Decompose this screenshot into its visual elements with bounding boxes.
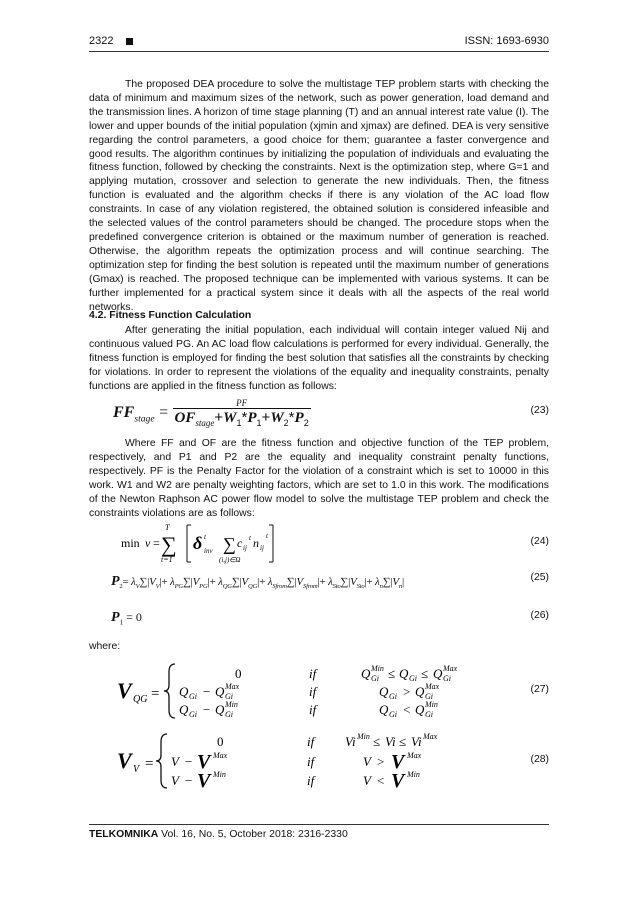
- svg-text:inv: inv: [204, 547, 213, 555]
- svg-text:≤: ≤: [421, 666, 429, 681]
- svg-text:t: t: [249, 534, 251, 542]
- svg-text:Gi: Gi: [225, 692, 233, 701]
- equation-24-math: [119, 520, 319, 566]
- svg-text:n: n: [253, 536, 259, 550]
- equation-26-math: $P_1 = 0$: [111, 610, 142, 627]
- svg-text:Q: Q: [215, 684, 225, 699]
- header-rule: [89, 51, 549, 52]
- svg-text:min: min: [121, 536, 140, 550]
- svg-text:>: >: [403, 684, 411, 699]
- svg-text:Max: Max: [225, 682, 240, 691]
- svg-text:V: V: [171, 754, 179, 769]
- svg-text:0: 0: [235, 666, 242, 681]
- equation-25-math: $P_2= \lambda_V\sum|V_V|+ \lambda_{PG}\sum|V_{PG}|+ \lambda_{QG}\sum|V_{QG}|+ \lambda_{Sfrom}\sum|V_{Sfrom}|+ \lambda_{Sto}\sum|V_{Sto}|+ \lambda_n\sum|V_n|$: [111, 574, 405, 591]
- svg-text:V: V: [363, 754, 371, 769]
- square-bullet-icon: [126, 38, 133, 45]
- paragraph-fitness-function: After generating the initial population, each individual will contain integer valued Nij and continuous valued PG. An AC load flow calculations is performed for every individual. Generally, the fitness function is employed for finding the best solution that satisfies all the constraints by checking for violations. In order to represent the violations of the equality and inequality constraints, penalty functions are applied in the fitness function as follows:: [89, 325, 549, 392]
- svg-text:if: if: [309, 666, 317, 681]
- svg-text:Gi: Gi: [389, 710, 397, 719]
- svg-text:−: −: [203, 702, 211, 717]
- svg-text:Max: Max: [407, 751, 422, 760]
- footer-rule: [89, 824, 549, 825]
- svg-text:(i,j)∈Ω: (i,j)∈Ω: [219, 556, 241, 564]
- svg-text:0: 0: [217, 734, 224, 749]
- svg-text:if: if: [309, 702, 317, 717]
- svg-text:t=1: t=1: [161, 555, 173, 564]
- svg-text:∑: ∑: [223, 534, 236, 554]
- svg-text:Max: Max: [213, 751, 228, 760]
- equation-26: [89, 610, 549, 630]
- svg-text:Gi: Gi: [389, 692, 397, 701]
- svg-text:ij: ij: [260, 544, 264, 552]
- svg-text:V: V: [171, 773, 179, 788]
- svg-text:Gi: Gi: [189, 710, 197, 719]
- equation-number-23: (23): [530, 405, 549, 416]
- svg-text:V: V: [391, 770, 405, 792]
- svg-text:c: c: [237, 536, 243, 550]
- svg-text:>: >: [377, 754, 385, 769]
- svg-text:=: =: [153, 536, 160, 550]
- equation-25: [89, 572, 549, 594]
- section-heading: 4.2. Fitness Function Calculation: [89, 310, 252, 321]
- svg-text:if: if: [307, 773, 315, 788]
- paragraph-penalty: Where FF and OF are the fitness function and objective function of the TEP problem, respectively, and P1 and P2 are the equality and inequality constraint penalty functions, respectively. PF is the Penalty Factor for the violation of a constraint which is set to 10000 in this work. W1 and W2 are penalty weighting factors, which are set to 1.0 in this work. The modifications of the Newton Raphson AC power flow model to solve the multistage TEP problem and check the constraints violations are as follows:: [89, 438, 549, 519]
- svg-text:=: =: [145, 756, 154, 772]
- svg-text:Q: Q: [399, 666, 409, 681]
- equation-28-math: [117, 730, 517, 792]
- svg-text:Gi: Gi: [189, 692, 197, 701]
- svg-text:Q: Q: [433, 666, 443, 681]
- svg-text:−: −: [185, 773, 193, 788]
- svg-text:V: V: [117, 748, 132, 773]
- svg-text:Min: Min: [213, 770, 226, 779]
- svg-text:Min: Min: [357, 732, 370, 741]
- svg-text:∑: ∑: [161, 532, 177, 557]
- svg-text:Q: Q: [415, 702, 425, 717]
- svg-text:Q: Q: [379, 684, 389, 699]
- equation-27-math: [117, 660, 517, 722]
- svg-text:Q: Q: [215, 702, 225, 717]
- svg-text:QG: QG: [133, 694, 148, 705]
- svg-text:V: V: [133, 764, 140, 775]
- svg-text:Gi: Gi: [425, 710, 433, 719]
- svg-text:Q: Q: [361, 666, 371, 681]
- svg-text:Max: Max: [423, 732, 438, 741]
- svg-text:≤: ≤: [388, 666, 396, 681]
- svg-text:if: if: [307, 754, 315, 769]
- svg-text:Q: Q: [415, 684, 425, 699]
- svg-text:−: −: [185, 754, 193, 769]
- svg-text:ij: ij: [243, 544, 247, 552]
- journal-citation: Vol. 16, No. 5, October 2018: 2316-2330: [161, 829, 348, 840]
- svg-text:Q: Q: [379, 702, 389, 717]
- svg-text:V: V: [117, 678, 132, 703]
- svg-text:≤: ≤: [399, 734, 407, 749]
- svg-text:Gi: Gi: [225, 710, 233, 719]
- svg-text:Min: Min: [407, 770, 420, 779]
- svg-text:V: V: [197, 751, 211, 773]
- svg-text:Max: Max: [443, 664, 458, 673]
- page-number: 2322: [89, 35, 114, 47]
- equation-24: [89, 520, 549, 566]
- svg-text:<: <: [377, 773, 385, 788]
- equation-28: [89, 730, 549, 792]
- svg-text:Vi: Vi: [385, 734, 396, 749]
- paragraph-dea-procedure: The proposed DEA procedure to solve the multistage TEP problem starts with checking the data of minimum and maximum sizes of the network, such as power generation, load demand and the transmission lines. A horizon of time stage planning (T) and an annual interest rate value (I). The lower and upper bounds of the initial population (xjmin and xjmax) are defined. DEA is very sensitive regarding the control parameters, a good choice for them; guarantee a faster convergence and good results. The algorithm continues by initializing the population of individuals and evaluating the fitness function, followed by checking the constraints. Next is the optimization step, where G=1 and applying mutation, crossover and selection to generate the new individuals. Then, the fitness function is evaluated and the algorithm checks if there is any violation of the AC load flow constraints. In case of any violation registered, the obtained solution is considered infeasible and the selected values of the control parameters should be changed. The procedure stops when the predefined convergence criterion is obtained or the maximum number of generation is reached. Otherwise, the algorithm repeats the optimization process and will continue searching. The optimization step for finding the best solution is repeated until the maximum number of generations (Gmax) is reached. The proposed technique can be implemented with various systems. It can be further implemented for a practical system since it deals with all the aspects of the real world networks.: [89, 79, 549, 313]
- svg-text:Q: Q: [179, 684, 189, 699]
- svg-text:=: =: [151, 686, 160, 702]
- svg-text:Vi: Vi: [411, 734, 422, 749]
- svg-text:if: if: [307, 734, 315, 749]
- svg-text:T: T: [165, 523, 170, 532]
- equation-23: $FF_{stage}$ = $\frac{PF}{OF_{stage}+W_1*P_1+W_2*P_2}$ (23): [113, 398, 549, 428]
- journal-name: TELKOMNIKA: [89, 829, 159, 840]
- svg-text:Gi: Gi: [443, 674, 451, 683]
- equation-27: [89, 660, 549, 722]
- equation-number-24: (24): [530, 536, 549, 547]
- page-header: [89, 35, 549, 51]
- svg-text:Vi: Vi: [345, 734, 356, 749]
- svg-text:Min: Min: [225, 700, 238, 709]
- svg-text:Gi: Gi: [425, 692, 433, 701]
- svg-text:Min: Min: [371, 664, 384, 673]
- svg-text:V: V: [391, 751, 405, 773]
- svg-text:if: if: [309, 684, 317, 699]
- issn-label: ISSN: 1693-6930: [464, 35, 549, 47]
- equation-number-27: (27): [530, 684, 549, 695]
- svg-text:Gi: Gi: [409, 674, 417, 683]
- where-label: where:: [89, 641, 121, 652]
- svg-text:V: V: [197, 770, 211, 792]
- svg-text:V: V: [363, 773, 371, 788]
- page-footer: [89, 829, 348, 840]
- svg-text:Q: Q: [179, 702, 189, 717]
- svg-text:t: t: [204, 533, 206, 541]
- equation-number-28: (28): [530, 754, 549, 765]
- svg-text:δ: δ: [193, 533, 203, 553]
- svg-text:Max: Max: [425, 682, 440, 691]
- equation-number-25: (25): [530, 572, 549, 583]
- svg-text:<: <: [403, 702, 411, 717]
- svg-text:≤: ≤: [373, 734, 381, 749]
- svg-text:−: −: [203, 684, 211, 699]
- svg-text:Min: Min: [425, 700, 438, 709]
- svg-text:Gi: Gi: [371, 674, 379, 683]
- svg-text:v: v: [145, 536, 151, 550]
- svg-text:t: t: [266, 532, 268, 540]
- equation-number-26: (26): [530, 610, 549, 621]
